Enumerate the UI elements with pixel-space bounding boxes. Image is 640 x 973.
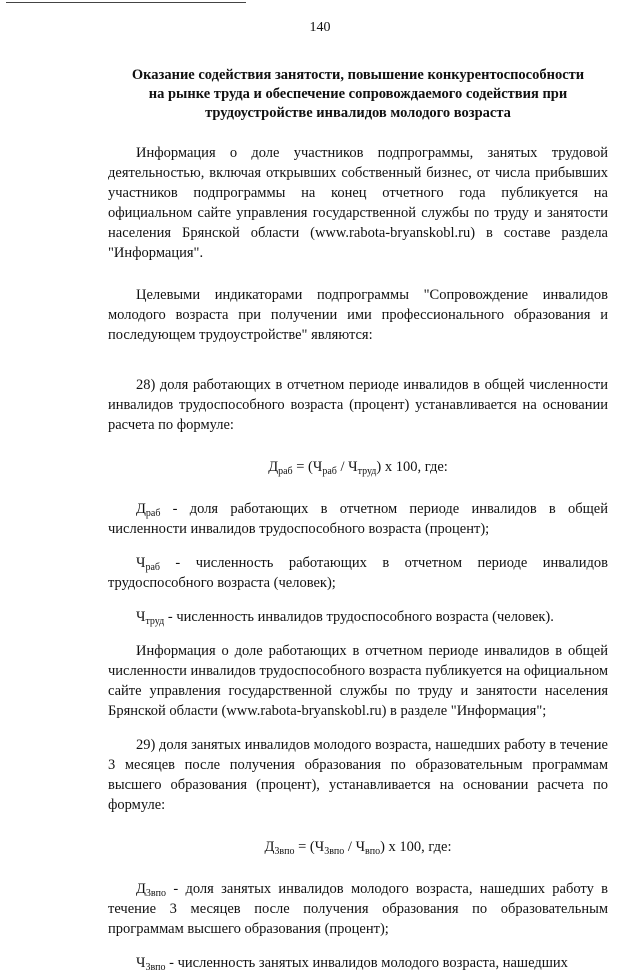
top-edge-rule [6,2,246,3]
definition-ch-3vpo: $Ч_{3впо}$ - численность занятых инвалидов молодого возраста, нашедших [136,955,568,973]
definition-ch-trud: $Ч_{труд}$ - численность инвалидов трудоспособного возраста (человек). [136,609,554,627]
heading-line-1: Оказание содействия занятости, повышение конкурентоспособности [131,67,585,83]
paragraph-participants-info: Информация о доле участников подпрограммы, занятых трудовой деятельностью, включая открывших собственный бизнес, от числа прибывших участников подпрограммы на конец отчетного года публикуется на официальном сайте управления государственной службы по труду и занятости населения Брянской области (www.rabota-bryanskobl.ru) в составе раздела "Информация". [108,145,608,261]
definition-ch-rab: $Ч_{раб}$ - численность работающих в отчетном периоде инвалидов трудоспособного возраста (человек); [108,555,608,591]
heading-line-3: трудоустройстве инвалидов молодого возраста [205,105,511,121]
heading-line-2: на рынке труда и обеспечение сопровождаемого содействия при [148,86,568,102]
paragraph-indicator-28: 28) доля работающих в отчетном периоде инвалидов в общей численности инвалидов трудоспособного возраста (процент) устанавливается на основании расчета по формуле: [108,377,608,433]
paragraph-indicator-29: 29) доля занятых инвалидов молодого возраста, нашедших работу в течение 3 месяцев после получения образования по образовательным программам высшего образования (процент), устанавливается на основании расчета по формуле: [108,737,608,813]
formula-employed-graduates-share: $Д_{3впо} = (Ч_{3впо} / Ч_{впо})$ х 100, где: [264,839,452,857]
paragraph-target-indicators: Целевыми индикаторами подпрограммы "Сопровождение инвалидов молодого возраста при получении ими профессионального образования и последующем трудоустройстве" являются: [108,287,608,343]
page-number: 140 [309,20,331,35]
definition-d-3vpo: $Д_{3впо}$ - доля занятых инвалидов молодого возраста, нашедших работу в течение 3 месяцев после получения образования по образовательным программам высшего образования (процент); [108,881,608,937]
formula-working-share: $Д_{раб} = (Ч_{раб} / Ч_{труд})$ х 100, где: [268,459,448,477]
definition-d-rab: $Д_{раб}$ - доля работающих в отчетном периоде инвалидов в общей численности инвалидов трудоспособного возраста (процент); [108,501,608,537]
section-heading [108,66,608,123]
document-body [108,66,608,973]
paragraph-working-share-info: Информация о доле работающих в отчетном периоде инвалидов в общей численности инвалидов трудоспособного возраста публикуется на официальном сайте управления государственной службы по труду и занятости населения Брянской области (www.rabota-bryanskobl.ru) в разделе "Информация"; [108,643,608,719]
